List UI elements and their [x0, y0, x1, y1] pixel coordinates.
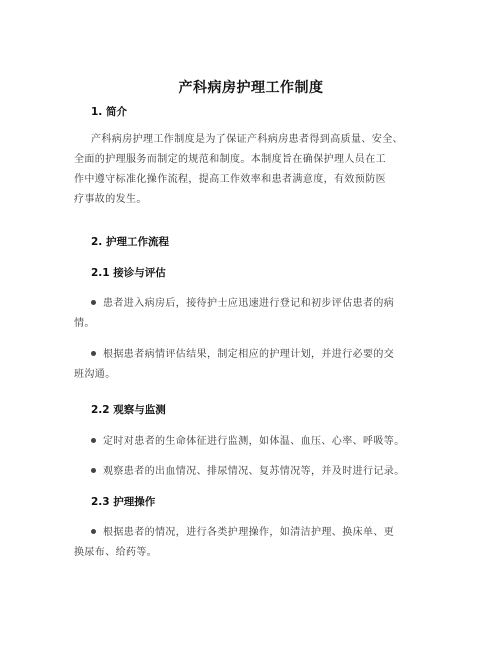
intro-line-3: 作中遵守标准化操作流程，提高工作效率和患者满意度，有效预防医 — [74, 174, 386, 185]
bullet-icon — [91, 529, 96, 534]
section-heading-intro: 1. 简介 — [91, 106, 127, 118]
subsection-heading-reception: 2.1 接诊与评估 — [91, 267, 166, 279]
list-item — [91, 294, 394, 309]
bullet-icon — [91, 300, 96, 305]
list-item-text: 根据患者病情评估结果，制定相应的护理计划，并进行必要的交 — [103, 349, 395, 360]
list-item-text: 根据患者的情况，进行各类护理操作，如清洁护理、换床单、更 — [103, 527, 395, 538]
intro-line-4: 疗事故的发生。 — [74, 194, 147, 205]
list-item-text: 观察患者的出血情况、排尿情况、复苏情况等，并及时进行记录。 — [103, 466, 405, 477]
list-item-continuation: 情。 — [74, 318, 95, 329]
subsection-heading-monitoring: 2.2 观察与监测 — [91, 404, 166, 416]
list-item-text: 定时对患者的生命体征进行监测，如体温、血压、心率、呼吸等。 — [103, 436, 405, 447]
intro-line-2: 全面的护理服务而制定的规范和制度。本制度旨在确保护理人员在工 — [74, 154, 386, 165]
list-item-text: 患者进入病房后，接待护士应迅速进行登记和初步评估患者的病 — [103, 298, 395, 309]
bullet-icon — [91, 468, 96, 473]
list-item — [91, 462, 405, 477]
list-item — [91, 432, 405, 447]
list-item-continuation: 班沟通。 — [74, 369, 116, 380]
list-item-continuation: 换尿布、给药等。 — [74, 547, 158, 558]
subsection-heading-operations: 2.3 护理操作 — [91, 496, 156, 508]
intro-line-1: 产科病房护理工作制度是为了保证产科病房患者得到高质量、安全、 — [91, 134, 403, 145]
bullet-icon — [91, 351, 96, 356]
bullet-icon — [91, 438, 96, 443]
list-item — [91, 345, 394, 360]
document-title: 产科病房护理工作制度 — [178, 80, 324, 96]
list-item — [91, 523, 394, 538]
section-heading-workflow: 2. 护理工作流程 — [91, 236, 169, 248]
